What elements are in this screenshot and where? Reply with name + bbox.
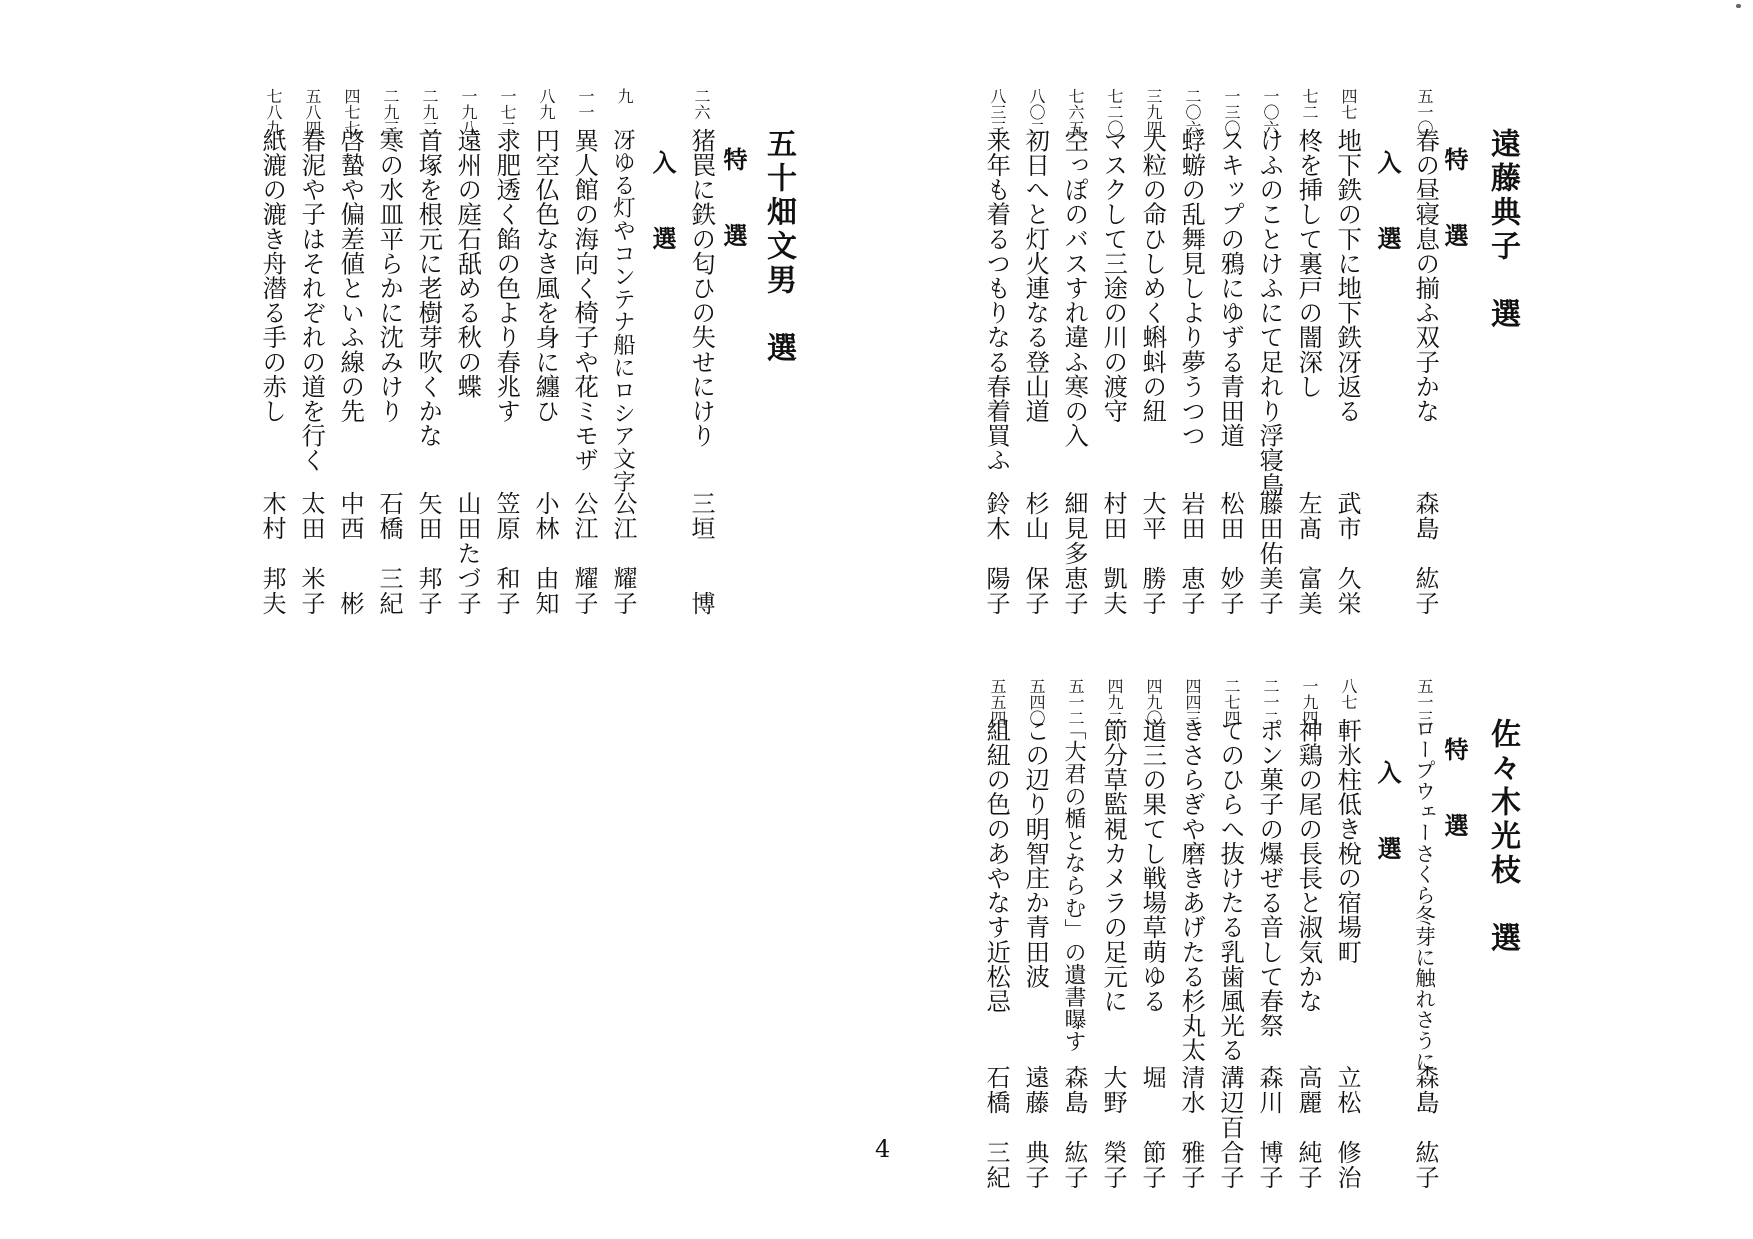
author-name: 三垣 博 <box>687 491 715 616</box>
haiku-text: 節分草監視カメラの足元に <box>1099 718 1129 1014</box>
author-name: 笠原 和子 <box>492 491 520 616</box>
haiku-text: 春の昼寝息の揃ふ双子かな <box>1411 128 1441 424</box>
tokusen-label: 特 選 <box>1440 737 1469 851</box>
entry-number: 七六五 <box>1066 88 1085 136</box>
nyusen-label: 入 選 <box>1373 760 1402 874</box>
author-name: 藤田佑美子 <box>1255 491 1283 616</box>
author-name: 杉山 保子 <box>1021 491 1049 616</box>
author-name: 立松 修治 <box>1333 1065 1361 1190</box>
author-name: 矢田 邦子 <box>414 491 442 616</box>
author-name: 村田 凱夫 <box>1099 491 1127 616</box>
section-heading: 佐々木光枝 選 <box>1485 718 1520 956</box>
entry-number: 一一 <box>576 88 595 120</box>
entry-number: 二〇六 <box>1183 88 1202 136</box>
author-name: 小林 由知 <box>531 491 559 616</box>
author-name: 武市 久栄 <box>1333 491 1361 616</box>
haiku-text: ロープウェーさくら冬芽に触れさうに <box>1411 718 1436 1072</box>
haiku-text: スキップの鴉にゆずる青田道 <box>1216 128 1246 448</box>
entry-number: 二九二 <box>420 88 439 136</box>
haiku-text: 組紐の色のあやなす近松忌 <box>982 718 1012 1014</box>
haiku-text: 大粒の命ひしめく蝌蚪の紐 <box>1138 128 1168 424</box>
haiku-text: てのひらへ抜けたる乳歯風光る <box>1216 718 1246 1063</box>
entry-number: 八七 <box>1339 678 1358 710</box>
author-name: 木村 邦夫 <box>258 491 286 616</box>
author-name: 中西 彬 <box>336 491 364 616</box>
author-name: 左髙 富美 <box>1294 491 1322 616</box>
entry-number: 四九〇 <box>1144 678 1163 726</box>
author-name: 石橋 三紀 <box>375 491 403 616</box>
author-name: 森島 紘子 <box>1060 1065 1088 1190</box>
author-name: 大野 榮子 <box>1099 1065 1127 1190</box>
haiku-text: 「大君の楯とならむ」の遺書曝す <box>1061 718 1086 1053</box>
author-name: 山田たづ子 <box>453 491 481 616</box>
haiku-text: 神鶏の尾の長長と淑気かな <box>1294 718 1324 1014</box>
haiku-text: この辺り明智庄か青田波 <box>1021 718 1051 989</box>
author-name: 清水 雅子 <box>1177 1065 1205 1190</box>
haiku-text: 首塚を根元に老樹芽吹くかな <box>414 128 444 448</box>
author-name: 細見多恵子 <box>1060 491 1088 616</box>
entry-number: 七二 <box>1300 88 1319 120</box>
haiku-text: 来年も着るつもりなる春着買ふ <box>982 128 1012 473</box>
haiku-text: 寒の水皿平らかに沈みけり <box>375 128 405 424</box>
haiku-text: 道三の果てし戦場草萌ゆる <box>1138 718 1168 1014</box>
author-name: 森川 博子 <box>1255 1065 1283 1190</box>
haiku-text: けふのことけふにて足れり浮寝鳥 <box>1255 128 1285 497</box>
nyusen-label: 入 選 <box>648 150 677 264</box>
author-name: 堀 節子 <box>1138 1065 1166 1190</box>
author-name: 森島 紘子 <box>1411 491 1439 616</box>
author-name: 太田 米子 <box>297 491 325 616</box>
author-name: 森島 紘子 <box>1411 1065 1439 1190</box>
haiku-text: マスクして三途の川の渡守 <box>1099 128 1129 424</box>
entry-number: 一九四 <box>1300 678 1319 726</box>
tokusen-label: 特 選 <box>1440 147 1469 261</box>
haiku-text: 猪罠に鉄の匂ひの失せにけり <box>687 128 717 448</box>
haiku-text: 春泥や子はそれぞれの道を行く <box>297 128 327 473</box>
entry-number: 七八九 <box>264 88 283 136</box>
entry-number: 九 <box>615 88 634 104</box>
entry-number: 一九八 <box>459 88 478 136</box>
haiku-text: 遠州の庭石舐める秋の蝶 <box>453 128 483 399</box>
entry-number: 四四三 <box>1183 678 1202 726</box>
author-name: 公江 耀子 <box>609 491 637 616</box>
author-name: 公江 耀子 <box>570 491 598 616</box>
entry-number: 三九四 <box>1144 88 1163 136</box>
haiku-text: 初日へと灯火連なる登山道 <box>1021 128 1051 424</box>
author-name: 鈴木 陽子 <box>982 491 1010 616</box>
haiku-text: 柊を挿して裏戸の闇深し <box>1294 128 1324 399</box>
entry-number: 五一〇 <box>1415 88 1434 136</box>
entry-number: 二九三 <box>381 88 400 136</box>
author-name: 遠藤 典子 <box>1021 1065 1049 1190</box>
haiku-text: 紙漉の漉き舟潜る手の赤し <box>258 128 288 424</box>
entry-number: 四七 <box>1339 88 1358 120</box>
author-name: 高麗 純子 <box>1294 1065 1322 1190</box>
haiku-text: 空っぽのバスすれ違ふ寒の入 <box>1060 128 1090 448</box>
haiku-text: 蜉蝣の乱舞見しより夢うつつ <box>1177 128 1207 448</box>
author-name: 松田 妙子 <box>1216 491 1244 616</box>
entry-number: 五八四 <box>303 88 322 136</box>
haiku-text: 円空仏色なき風を身に纏ひ <box>531 128 561 424</box>
entry-number: 七二〇 <box>1105 88 1124 136</box>
section-heading: 五十畑文男 選 <box>761 128 796 366</box>
tokusen-label: 特 選 <box>719 147 748 261</box>
author-name: 溝辺百合子 <box>1216 1065 1244 1190</box>
entry-number: 五五四 <box>988 678 1007 726</box>
entry-number: 八〇二 <box>1027 88 1046 136</box>
haiku-text: 軒氷柱低き梲の宿場町 <box>1333 718 1363 964</box>
entry-number: 二六 <box>692 88 711 120</box>
entry-number: 四七七 <box>342 88 361 136</box>
haiku-text: 冴ゆる灯やコンテナ船にロシア文字 <box>609 128 636 493</box>
entry-number: 五一二 <box>1066 678 1085 726</box>
nyusen-label: 入 選 <box>1373 150 1402 264</box>
entry-number: 二七四 <box>1222 678 1241 726</box>
haiku-text: 求肥透く餡の色より春兆す <box>492 128 522 424</box>
author-name: 大平 勝子 <box>1138 491 1166 616</box>
haiku-text: 地下鉄の下に地下鉄冴返る <box>1333 128 1363 424</box>
page-number: 4 <box>875 1135 891 1163</box>
haiku-text: ポン菓子の爆ぜる音して春祭 <box>1255 718 1285 1038</box>
haiku-text: きさらぎや磨きあげたる杉丸太 <box>1177 718 1207 1063</box>
scan-speck <box>1736 4 1741 8</box>
haiku-text: 異人館の海向く椅子や花ミモザ <box>570 128 600 473</box>
entry-number: 一〇六 <box>1261 88 1280 136</box>
entry-number: 五四〇 <box>1027 678 1046 726</box>
haiku-text: 啓蟄や偏差値といふ線の先 <box>336 128 366 424</box>
entry-number: 一七二 <box>498 88 517 136</box>
author-name: 石橋 三紀 <box>982 1065 1010 1190</box>
author-name: 岩田 恵子 <box>1177 491 1205 616</box>
section-heading: 遠藤典子 選 <box>1485 128 1520 332</box>
entry-number: 八三三 <box>988 88 1007 136</box>
entry-number: 五一三 <box>1415 678 1434 726</box>
entry-number: 二一二 <box>1261 678 1280 726</box>
entry-number: 八九 <box>537 88 556 120</box>
entry-number: 四九二 <box>1105 678 1124 726</box>
entry-number: 一三〇 <box>1222 88 1241 136</box>
